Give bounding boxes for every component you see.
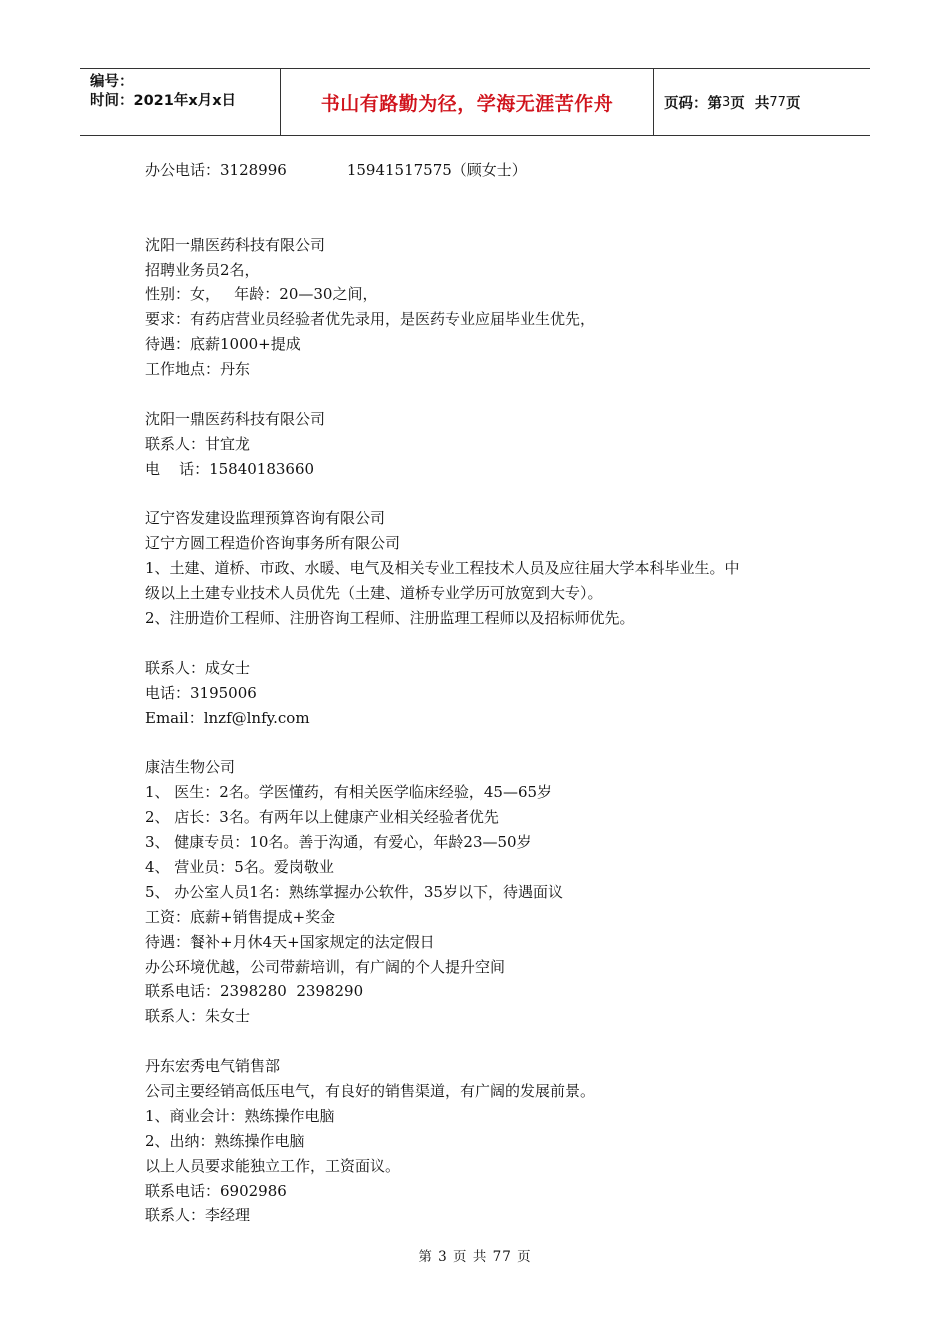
text-line: 以上人员要求能独立工作，工资面议。: [145, 1156, 401, 1175]
text-line: 公司主要经销高低压电气，有良好的销售渠道，有广阔的发展前景。: [145, 1081, 596, 1100]
header-page-current: 3: [722, 94, 731, 110]
text-line: 4、 营业员：5名。爱岗敬业: [145, 857, 334, 876]
text-line: 联系电话：6902986: [145, 1181, 287, 1200]
text-line: 辽宁咨发建设监理预算咨询有限公司: [145, 509, 386, 528]
text-line: 康洁生物公司: [145, 758, 236, 777]
text-line: 待遇：底薪1000+提成: [145, 335, 301, 354]
section-zifa-contact: [145, 656, 825, 731]
text-line: 联系人：甘宜龙: [145, 434, 251, 453]
header-page-mid: 页 共: [730, 95, 770, 112]
text-line: 5、 办公室人员1名：熟练掌握办公软件，35岁以下，待遇面议: [145, 882, 563, 901]
text-line: 联系人：李经理: [145, 1206, 251, 1225]
text-line: 级以上土建专业技术人员优先（土建、道桥专业学历可放宽到大专）。: [145, 584, 603, 603]
header-page-counter: [654, 69, 870, 135]
section-zifa-jobs: [145, 506, 825, 630]
text-line: 电话：3195006: [145, 683, 257, 702]
text-line: Email：lnzf@lnfy.com: [145, 708, 310, 727]
header-motto: 书山有路勤为径，学海无涯苦作舟: [281, 69, 654, 135]
section-yiding-contact: [145, 407, 825, 482]
text-line: 要求：有药店营业员经验者优先录用，是医药专业应届毕业生优先，: [145, 310, 596, 329]
text-line: 电 话：15840183660: [145, 459, 315, 478]
text-line: 2、注册造价工程师、注册咨询工程师、注册监理工程师以及招标师优先。: [145, 609, 635, 628]
text-line: 1、土建、道桥、市政、水暖、电气及相关专业工程技术人员及应往届大学本科毕业生。中: [145, 559, 740, 578]
text-line: 3、 健康专员：10名。善于沟通，有爱心，年龄23—50岁: [145, 833, 532, 852]
text-line: 沈阳一鼎医药科技有限公司: [145, 235, 326, 254]
text-line: 性别：女， 年龄：20—30之间，: [145, 285, 378, 304]
page-footer: 第 3 页 共 77 页: [418, 1249, 532, 1265]
text-line: 工资：底薪+销售提成+奖金: [145, 907, 336, 926]
text-line: 2、 店长：3名。有两年以上健康产业相关经验者优先: [145, 808, 499, 827]
text-line: 招聘业务员2名，: [145, 260, 260, 279]
text-line: 办公环境优越，公司带薪培训，有广阔的个人提升空间: [145, 957, 506, 976]
header-number-label: 编号：: [90, 74, 134, 90]
section-yiding-job: [145, 233, 825, 382]
text-line: 工作地点：丹东: [145, 360, 251, 379]
text-line: 沈阳一鼎医药科技有限公司: [145, 409, 326, 428]
office-phone-line: [145, 158, 825, 183]
text-line: 2、出纳：熟练操作电脑: [145, 1131, 305, 1150]
page-header: [80, 68, 870, 136]
text-line: 1、商业会计：熟练操作电脑: [145, 1106, 335, 1125]
office-phone: 办公电话：3128996: [145, 161, 287, 179]
text-line: 丹东宏秀电气销售部: [145, 1057, 281, 1076]
text-line: 1、 医生：2名。学医懂药，有相关医学临床经验，45—65岁: [145, 783, 553, 802]
text-line: 联系人：成女士: [145, 658, 251, 677]
section-kangjie: [145, 755, 825, 1029]
header-page-suffix: 页: [785, 95, 801, 112]
section-hongxiu: [145, 1054, 825, 1228]
mobile-phone: 15941517575（顾女士）: [346, 161, 527, 179]
header-page-prefix: 页码：第: [664, 95, 722, 112]
header-info-cell: [80, 69, 281, 135]
header-date-label: 时间：2021年x月x日: [90, 93, 237, 109]
header-page-total: 77: [769, 94, 786, 110]
text-line: 待遇：餐补+月休4天+国家规定的法定假日: [145, 932, 435, 951]
text-line: 联系人：朱女士: [145, 1007, 251, 1026]
text-line: 辽宁方圆工程造价咨询事务所有限公司: [145, 534, 401, 553]
text-line: 联系电话：2398280 2398290: [145, 982, 364, 1001]
document-body: [145, 158, 825, 1228]
